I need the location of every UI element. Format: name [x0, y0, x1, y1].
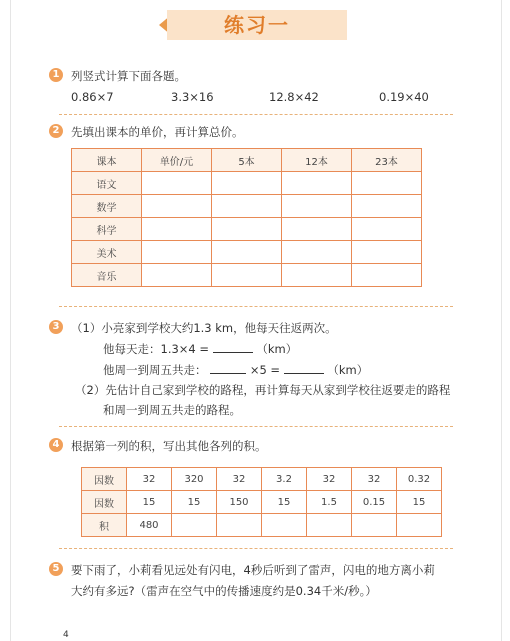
row-label: 数学	[72, 195, 142, 218]
question-number-5: 5	[49, 562, 63, 576]
row-label: 科学	[72, 218, 142, 241]
table-cell: 15	[127, 491, 172, 514]
answer-cell[interactable]	[282, 195, 352, 218]
page-title: 练习一	[224, 13, 290, 37]
answer-cell[interactable]	[212, 195, 282, 218]
table-row	[72, 172, 422, 195]
row-label: 积	[82, 514, 127, 537]
table-cell: 0.15	[352, 491, 397, 514]
answer-cell[interactable]	[142, 218, 212, 241]
answer-cell[interactable]	[142, 172, 212, 195]
worksheet-page	[10, 0, 502, 641]
table-header-cell: 单价/元	[142, 149, 212, 172]
answer-cell[interactable]	[212, 241, 282, 264]
table-cell: 15	[172, 491, 217, 514]
answer-cell[interactable]	[307, 514, 352, 537]
answer-cell[interactable]	[282, 264, 352, 287]
product-table	[81, 467, 442, 537]
question-3-part-2: （2）先估计自己家到学校的路程，再计算每天从家到学校往返要走的路程	[75, 383, 451, 397]
table-header-cell: 5本	[212, 149, 282, 172]
answer-blank[interactable]	[210, 363, 246, 374]
question-3-line-b	[103, 362, 368, 378]
question-5-line-2: 大约有多远?（雷声在空气中的传播速度约是0.34千米/秒。）	[71, 584, 377, 598]
answer-cell[interactable]	[352, 241, 422, 264]
table-cell: 320	[172, 468, 217, 491]
divider	[59, 306, 453, 307]
answer-cell[interactable]	[212, 264, 282, 287]
line-b-operator: ×5 =	[249, 363, 281, 377]
question-4-text: 根据第一列的积，写出其他各列的积。	[71, 439, 267, 453]
answer-cell[interactable]	[212, 172, 282, 195]
table-cell: 1.5	[307, 491, 352, 514]
divider	[59, 426, 453, 427]
table-cell: 32	[352, 468, 397, 491]
calc-item-3: 12.8×42	[269, 90, 319, 104]
calc-item-4: 0.19×40	[379, 90, 429, 104]
answer-blank[interactable]	[284, 363, 324, 374]
answer-cell[interactable]	[282, 172, 352, 195]
table-cell: 32	[307, 468, 352, 491]
answer-cell[interactable]	[212, 218, 282, 241]
answer-cell[interactable]	[142, 195, 212, 218]
table-row	[82, 491, 442, 514]
table-row	[82, 468, 442, 491]
answer-cell[interactable]	[217, 514, 262, 537]
table-cell: 0.32	[397, 468, 442, 491]
divider	[59, 548, 453, 549]
row-label: 美术	[72, 241, 142, 264]
row-label: 因数	[82, 468, 127, 491]
unit-label: （km）	[256, 342, 298, 356]
answer-blank[interactable]	[213, 342, 253, 353]
row-label: 语文	[72, 172, 142, 195]
question-3-line-a	[103, 341, 297, 357]
table-cell: 150	[217, 491, 262, 514]
answer-cell[interactable]	[352, 514, 397, 537]
page-number: 4	[63, 630, 69, 640]
title-banner	[159, 8, 349, 42]
table-cell: 32	[127, 468, 172, 491]
question-3-part-1: （1）小亮家到学校大约1.3 km，他每天往返两次。	[71, 321, 337, 335]
question-number-1: 1	[49, 68, 63, 82]
question-3-part-2-cont: 和周一到周五共走的路程。	[103, 403, 241, 417]
table-row	[72, 195, 422, 218]
answer-cell[interactable]	[282, 241, 352, 264]
table-cell: 3.2	[262, 468, 307, 491]
row-label: 因数	[82, 491, 127, 514]
price-table	[71, 148, 422, 287]
unit-label: （km）	[327, 363, 369, 377]
table-cell: 15	[397, 491, 442, 514]
answer-cell[interactable]	[352, 264, 422, 287]
answer-cell[interactable]	[352, 218, 422, 241]
table-header-cell: 12本	[282, 149, 352, 172]
answer-cell[interactable]	[142, 264, 212, 287]
question-number-4: 4	[49, 438, 63, 452]
table-row	[72, 241, 422, 264]
question-number-3: 3	[49, 320, 63, 334]
table-row	[72, 264, 422, 287]
line-b-prefix: 他周一到周五共走：	[103, 363, 207, 377]
line-a-prefix: 他每天走：1.3×4 =	[103, 342, 210, 356]
answer-cell[interactable]	[142, 241, 212, 264]
table-row	[72, 218, 422, 241]
answer-cell[interactable]	[262, 514, 307, 537]
table-row	[82, 514, 442, 537]
table-cell: 15	[262, 491, 307, 514]
question-2-text: 先填出课本的单价，再计算总价。	[71, 125, 244, 139]
table-cell: 32	[217, 468, 262, 491]
calc-item-2: 3.3×16	[171, 90, 214, 104]
question-1-text: 列竖式计算下面各题。	[71, 69, 186, 83]
table-cell: 480	[127, 514, 172, 537]
answer-cell[interactable]	[172, 514, 217, 537]
row-label: 音乐	[72, 264, 142, 287]
table-header-row	[72, 149, 422, 172]
answer-cell[interactable]	[282, 218, 352, 241]
divider	[59, 114, 453, 115]
question-5-line-1: 要下雨了，小莉看见远处有闪电，4秒后听到了雷声，闪电的地方离小莉	[71, 563, 435, 577]
table-header-cell: 23本	[352, 149, 422, 172]
answer-cell[interactable]	[352, 172, 422, 195]
answer-cell[interactable]	[397, 514, 442, 537]
table-header-cell: 课本	[72, 149, 142, 172]
answer-cell[interactable]	[352, 195, 422, 218]
calc-item-1: 0.86×7	[71, 90, 114, 104]
question-number-2: 2	[49, 124, 63, 138]
